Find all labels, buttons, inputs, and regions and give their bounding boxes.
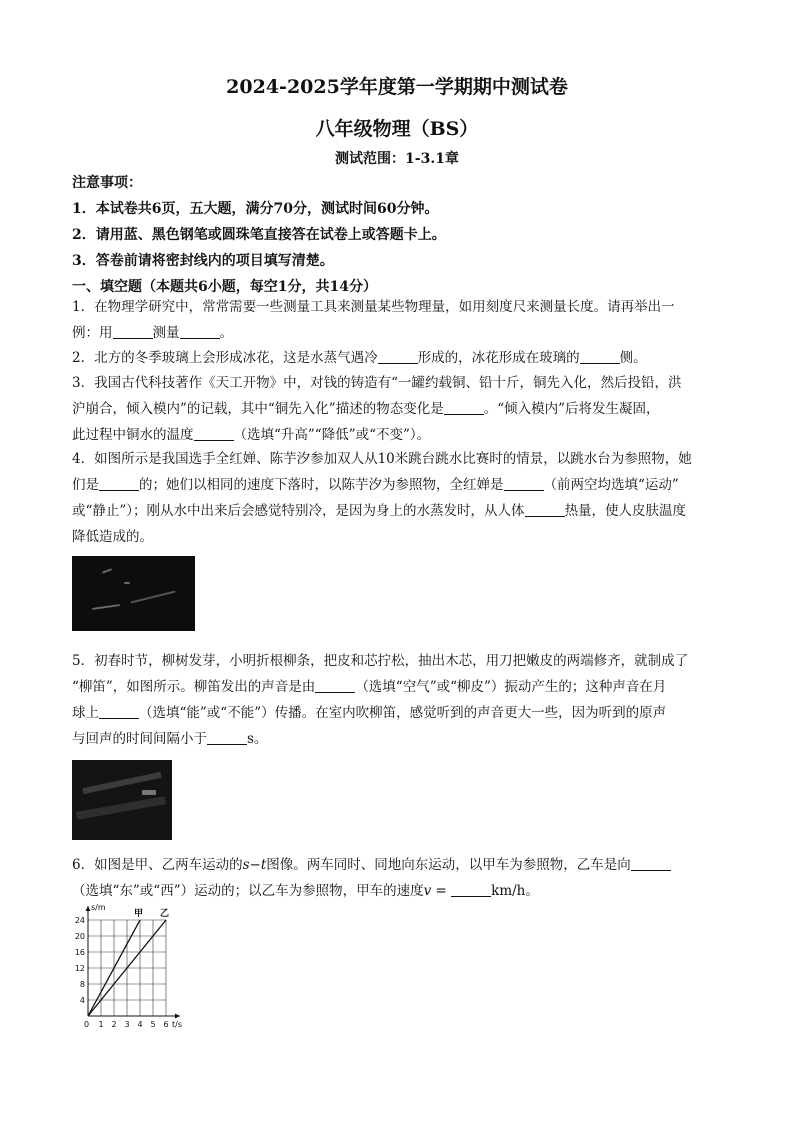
answer-blank[interactable] xyxy=(504,476,544,491)
question-1 xyxy=(72,294,724,346)
y-tick-label: 16 xyxy=(74,948,85,957)
photo-detail xyxy=(92,604,120,609)
answer-blank[interactable] xyxy=(194,426,234,441)
question-4 xyxy=(72,446,724,550)
st-graph xyxy=(72,900,202,1030)
y-tick-label: 24 xyxy=(74,916,85,925)
answer-blank[interactable] xyxy=(378,349,418,364)
x-tick-label: 0 xyxy=(84,1020,90,1029)
q4-line-2: 们是 的；她们以相同的速度下落时，以陈芋汐为参照物，全红婵是 （前两空均选填“运动” xyxy=(72,477,679,493)
q3-line-2: 沪崩合，倾入模内”的记载，其中“铜先入化”描述的物态变化是 。“倾入模内”后将发生凝固， xyxy=(72,401,660,417)
x-axis-arrow xyxy=(175,1014,180,1019)
x-tick-label: 4 xyxy=(137,1020,143,1029)
photo-detail xyxy=(124,582,130,584)
q5-line-3: 球上 （选填“能”或“不能”）传播。在室内吹柳笛，感觉听到的声音更大一些，因为听到的原声 xyxy=(72,705,667,721)
willow-whistle-photo xyxy=(72,760,172,840)
diving-photo xyxy=(72,556,195,631)
notes-heading: 注意事项： xyxy=(72,175,142,191)
answer-blank[interactable] xyxy=(451,882,491,897)
q5-line-4: 与回声的时间间隔小于 s。 xyxy=(72,731,268,747)
question-2 xyxy=(72,345,724,371)
series-label: 乙 xyxy=(160,909,170,919)
y-axis-label: s/m xyxy=(91,903,106,912)
y-tick-label: 12 xyxy=(74,964,85,973)
q3-line-1: 3．我国古代科技著作《天工开物》中，对钱的铸造有“一罐约载铜、铅十斤，铜先入化，然后投铅，洪 xyxy=(72,375,682,391)
note-item-3: 3．答卷前请将密封线内的项目填写清楚。 xyxy=(72,253,334,269)
answer-blank[interactable] xyxy=(631,856,671,871)
y-tick-label: 4 xyxy=(79,996,85,1005)
x-tick-label: 3 xyxy=(124,1020,130,1029)
q1-line-2: 例：用 测量 。 xyxy=(72,325,233,341)
question-3 xyxy=(72,370,724,448)
q4-line-4: 降低造成的。 xyxy=(72,529,153,545)
x-tick-label: 6 xyxy=(163,1020,169,1029)
question-5 xyxy=(72,648,724,752)
answer-blank[interactable] xyxy=(580,349,620,364)
answer-blank[interactable] xyxy=(113,324,153,339)
photo-detail xyxy=(76,796,166,820)
section-heading: 一、填空题（本题共6小题，每空1分，共14分） xyxy=(72,279,377,295)
answer-blank[interactable] xyxy=(99,704,139,719)
x-tick-label: 1 xyxy=(98,1020,104,1029)
answer-blank[interactable] xyxy=(207,730,247,745)
exam-subtitle: 八年级物理（BS） xyxy=(315,118,479,140)
q4-line-3: 或“静止”）；刚从水中出来后会感觉特别冷，是因为身上的水蒸发时，从人体 热量，使人皮肤温度 xyxy=(72,503,687,519)
question-6 xyxy=(72,852,724,904)
note-item-1: 1．本试卷共6页，五大题，满分70分，测试时间60分钟。 xyxy=(72,201,439,217)
notes-block xyxy=(72,170,724,300)
q6-line-1: 6．如图是甲、乙两车运动的s−t图像。两车同时、同地向东运动，以甲车为参照物，乙车是向 xyxy=(72,852,724,878)
note-item-2: 2．请用蓝、黑色钢笔或圆珠笔直接答在试卷上或答题卡上。 xyxy=(72,227,446,243)
answer-blank[interactable] xyxy=(525,502,565,517)
y-axis-arrow xyxy=(86,906,91,911)
x-tick-label: 5 xyxy=(150,1020,156,1029)
photo-detail xyxy=(102,568,112,573)
q2-line-1: 2．北方的冬季玻璃上会形成冰花，这是水蒸气遇冷 形成的，冰花形成在玻璃的 侧。 xyxy=(72,350,647,366)
q1-line-1: 1．在物理学研究中，常常需要一些测量工具来测量某些物理量，如用刻度尺来测量长度。请再举出一 xyxy=(72,299,675,315)
photo-detail xyxy=(142,790,156,795)
answer-blank[interactable] xyxy=(315,678,355,693)
q5-line-1: 5．初春时节，柳树发芽，小明折根柳条，把皮和芯拧松，抽出木芯，用刀把嫩皮的两端修齐，就制成了 xyxy=(72,653,689,669)
answer-blank[interactable] xyxy=(180,324,220,339)
q6-line-2: （选填“东”或“西”）运动的；以乙车为参照物，甲车的速度v = km/h。 xyxy=(72,883,539,899)
answer-blank[interactable] xyxy=(99,476,139,491)
y-tick-label: 20 xyxy=(74,932,85,941)
x-tick-label: 2 xyxy=(111,1020,117,1029)
exam-scope: 测试范围：1-3.1章 xyxy=(335,151,459,167)
exam-title: 2024-2025学年度第一学期期中测试卷 xyxy=(226,76,568,98)
q5-line-2: “柳笛”，如图所示。柳笛发出的声音是由 （选填“空气”或“柳皮”）振动产生的；这种声音在月 xyxy=(72,679,667,695)
y-tick-label: 8 xyxy=(79,980,85,989)
x-axis-label: t/s xyxy=(172,1020,182,1029)
series-label: 甲 xyxy=(134,909,144,919)
q3-line-3: 此过程中铜水的温度 （选填“升高”“降低”或“不变”）。 xyxy=(72,427,431,443)
answer-blank[interactable] xyxy=(444,400,484,415)
photo-detail xyxy=(131,590,176,603)
q4-line-1: 4．如图所示是我国选手全红婵、陈芋汐参加双人从10米跳台跳水比赛时的情景，以跳水台为参照物，她 xyxy=(72,451,692,467)
